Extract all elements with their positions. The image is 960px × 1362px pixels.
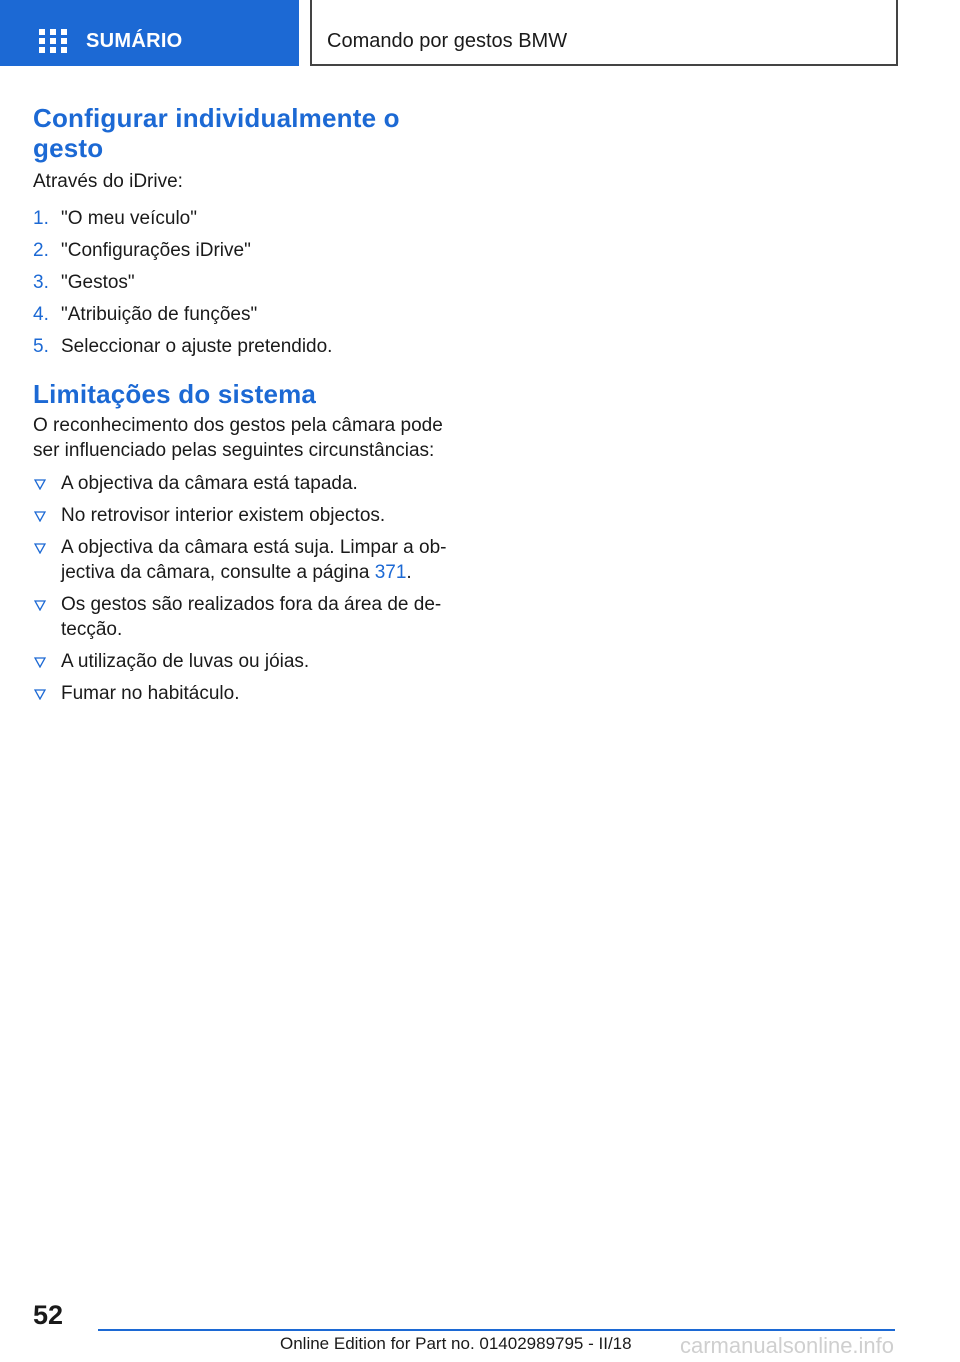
contents-button[interactable] xyxy=(0,0,299,66)
triangle-bullet-icon xyxy=(34,600,46,611)
step-number: 1. xyxy=(33,208,49,229)
list-item-text: No retrovisor interior existem objectos. xyxy=(61,505,386,526)
page-number: 52 xyxy=(33,1300,64,1330)
section-heading-configure xyxy=(33,103,453,163)
step-text: "Atribuição de funções" xyxy=(61,304,258,325)
chapter-title: Comando por gestos BMW xyxy=(327,30,568,52)
step-item xyxy=(33,238,453,263)
list-item-text: A utilização de luvas ou jóias. xyxy=(61,651,310,672)
list-item xyxy=(33,503,453,528)
step-text: "O meu veículo" xyxy=(61,208,197,229)
triangle-bullet-icon xyxy=(34,657,46,668)
step-number: 2. xyxy=(33,240,49,261)
step-number: 5. xyxy=(33,336,49,357)
triangle-bullet-icon xyxy=(34,689,46,700)
page-content xyxy=(33,103,453,713)
step-item xyxy=(33,302,453,327)
triangle-bullet-icon xyxy=(34,479,46,490)
triangle-bullet-icon xyxy=(34,511,46,522)
list-item-text: A objectiva da câmara está suja. Limpar a ob- xyxy=(61,537,447,558)
limitations-intro xyxy=(33,413,453,463)
configure-intro: Através do iDrive: xyxy=(33,171,183,192)
contents-label: SUMÁRIO xyxy=(86,30,183,52)
chapter-header xyxy=(310,0,898,66)
heading-line: gesto xyxy=(33,133,104,163)
intro-line: ser influenciado pelas seguintes circunstâncias: xyxy=(33,440,435,461)
step-item xyxy=(33,270,453,295)
grid-menu-icon xyxy=(39,29,67,53)
steps-list xyxy=(33,206,453,359)
step-text: Seleccionar o ajuste pretendido. xyxy=(61,336,333,357)
list-item xyxy=(33,535,453,585)
step-text: "Gestos" xyxy=(61,272,135,293)
list-item xyxy=(33,471,453,496)
step-text: "Configurações iDrive" xyxy=(61,240,251,261)
page-reference-link[interactable]: 371 xyxy=(374,562,407,583)
edition-info: Online Edition for Part no. 01402989795 - II/18 xyxy=(280,1334,632,1353)
section-heading-limitations: Limitações do sistema xyxy=(33,379,317,409)
step-number: 3. xyxy=(33,272,49,293)
list-item xyxy=(33,592,453,642)
list-item-text: . xyxy=(406,562,412,583)
step-number: 4. xyxy=(33,304,49,325)
step-item xyxy=(33,334,453,359)
triangle-bullet-icon xyxy=(34,543,46,554)
list-item-text: A objectiva da câmara está tapada. xyxy=(61,473,358,494)
list-item xyxy=(33,681,453,706)
heading-line: Configurar individualmente o xyxy=(33,103,400,133)
list-item-text: jectiva da câmara, consulte a página xyxy=(61,562,375,583)
list-item-text: Os gestos são realizados fora da área de de- xyxy=(61,594,442,615)
list-item-text: Fumar no habitáculo. xyxy=(61,683,240,704)
list-item-text: tecção. xyxy=(61,619,123,640)
limitations-list xyxy=(33,471,453,706)
list-item xyxy=(33,649,453,674)
intro-line: O reconhecimento dos gestos pela câmara pode xyxy=(33,415,443,436)
footer-divider xyxy=(98,1329,895,1331)
step-item xyxy=(33,206,453,231)
watermark: carmanualsonline.info xyxy=(680,1333,895,1358)
